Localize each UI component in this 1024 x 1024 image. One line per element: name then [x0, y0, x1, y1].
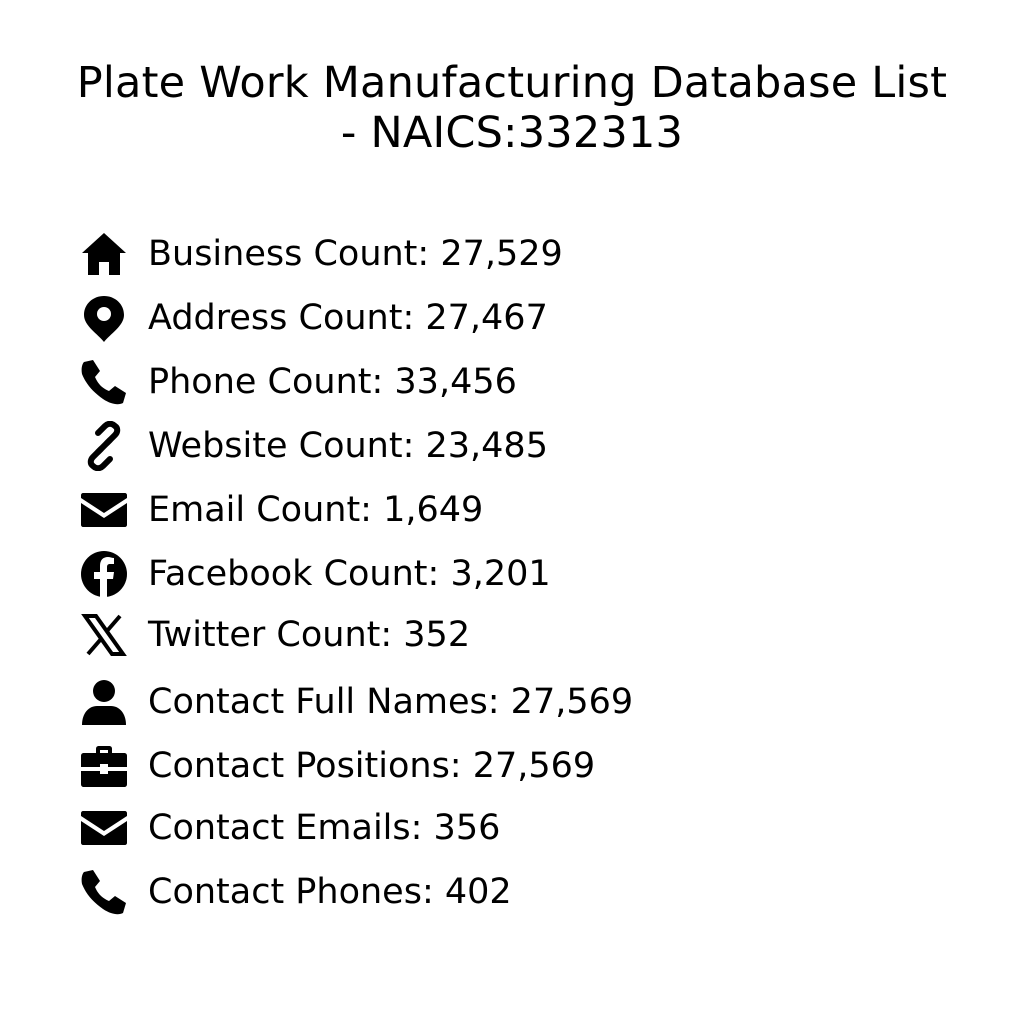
- stat-label: Website Count: 23,485: [148, 426, 548, 466]
- facebook-icon: [78, 548, 130, 600]
- page-title-line-1: Plate Work Manufacturing Database List: [76, 58, 948, 108]
- stat-row-email-count: [78, 480, 958, 540]
- stat-row-business-count: [78, 224, 958, 284]
- stat-row-facebook-count: [78, 544, 958, 604]
- stat-label: Twitter Count: 352: [148, 615, 471, 655]
- stat-label: Facebook Count: 3,201: [148, 554, 551, 594]
- envelope-icon: [78, 484, 130, 536]
- stat-row-contact-phones: [78, 862, 958, 922]
- stat-label: Email Count: 1,649: [148, 490, 484, 530]
- stat-label: Contact Positions: 27,569: [148, 746, 596, 786]
- stat-label: Address Count: 27,467: [148, 298, 548, 338]
- stat-row-contact-full-names: [78, 672, 958, 732]
- stat-row-address-count: [78, 288, 958, 348]
- stat-row-twitter-count: [78, 605, 958, 665]
- page-title-line-2: - NAICS:332313: [340, 108, 684, 158]
- map-pin-icon: [78, 292, 130, 344]
- stat-row-phone-count: [78, 352, 958, 412]
- stat-label: Business Count: 27,529: [148, 234, 563, 274]
- user-icon: [78, 676, 130, 728]
- stat-label: Contact Full Names: 27,569: [148, 682, 634, 722]
- link-icon: [78, 420, 130, 472]
- x-twitter-icon: [78, 609, 130, 661]
- phone-icon: [78, 866, 130, 918]
- stat-row-contact-positions: [78, 736, 958, 796]
- briefcase-icon: [78, 740, 130, 792]
- envelope-icon: [78, 802, 130, 854]
- stat-label: Contact Emails: 356: [148, 808, 501, 848]
- home-icon: [78, 228, 130, 280]
- stat-label: Contact Phones: 402: [148, 872, 512, 912]
- stat-label: Phone Count: 33,456: [148, 362, 517, 402]
- stat-row-contact-emails: [78, 798, 958, 858]
- stat-row-website-count: [78, 416, 958, 476]
- page-title: [40, 58, 984, 158]
- phone-icon: [78, 356, 130, 408]
